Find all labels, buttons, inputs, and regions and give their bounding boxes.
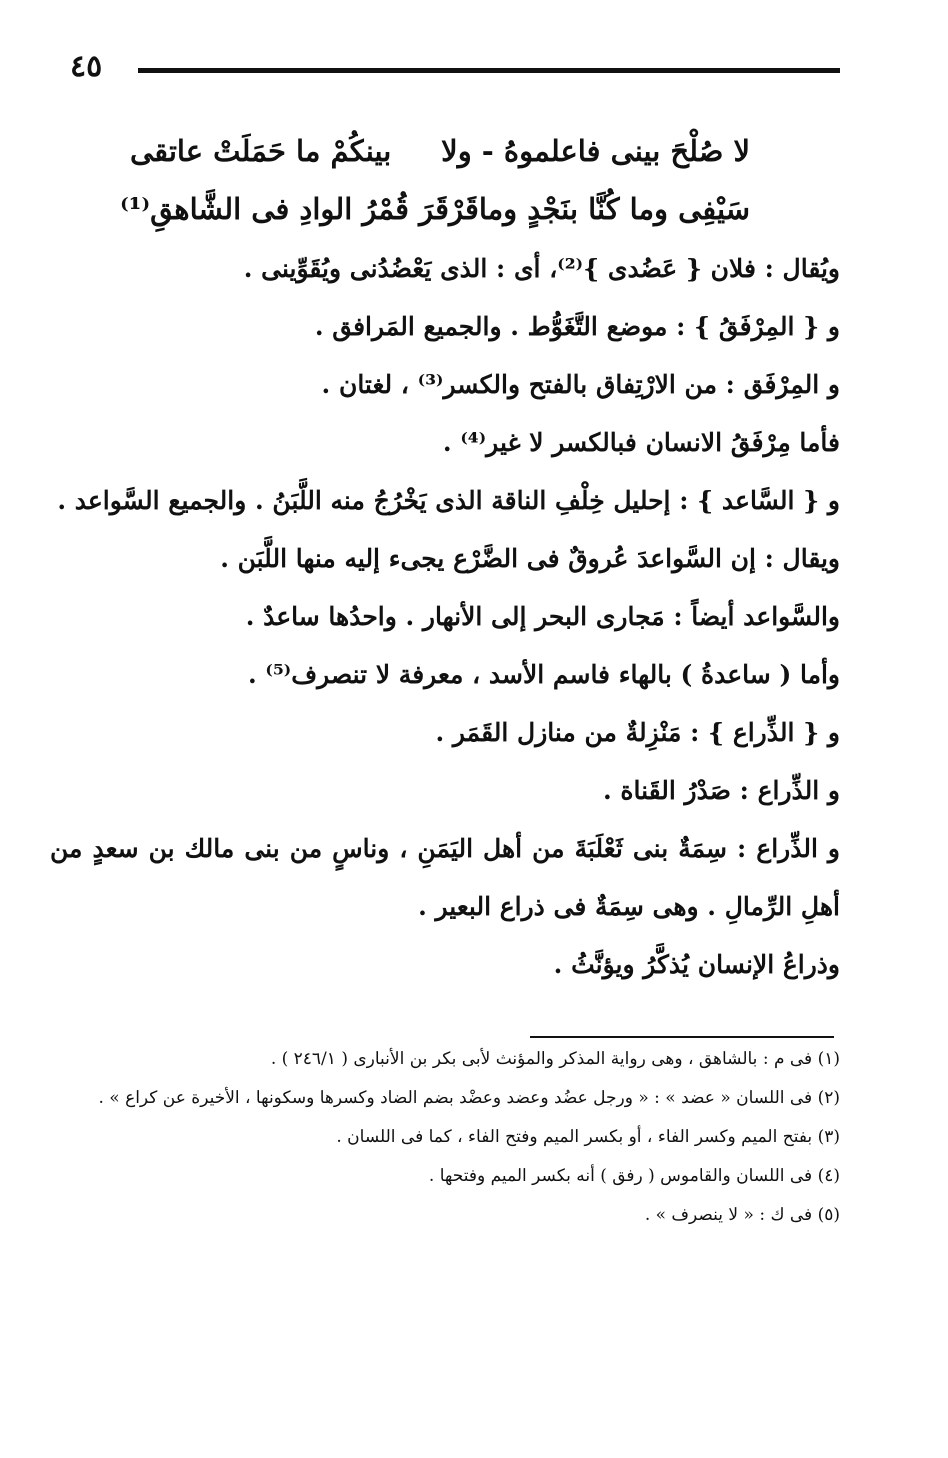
text-line: ويقال : إن السَّواعدَ عُروقٌ فى الضَّرْع يجىء إليه منها اللَّبَن . xyxy=(220,544,840,573)
footnote-rule xyxy=(530,1036,834,1038)
footnote: (٢) فى اللسان « عضد » : « ورجل عضُد وعضد وعضْد بضم الضاد وكسرها وسكونها ، الأخيرة عن كراع » . xyxy=(98,1088,840,1108)
footnote: (٥) فى ك : « لا ينصرف » . xyxy=(644,1205,840,1225)
text-line: ويُقال : فلان { عَضُدى }⁽²⁾، أى : الذى يَعْضُدُنى ويُقَوِّينى . xyxy=(243,254,840,283)
verse-first-hemistich: لا صُلْحَ بينى فاعلموهُ - ولا xyxy=(441,134,750,168)
text-line: و الذِّراع : صَدْرُ القَناة . xyxy=(602,776,840,805)
footnote: (١) فى م : بالشاهق ، وهى رواية المذكر والمؤنث لأبى بكر بن الأنبارى ( ٢٤٦/١ ) . xyxy=(270,1049,840,1069)
text-line: و المِرْفَق : من الارْتِفاق بالفتح والكسر⁽³⁾ ، لغتان . xyxy=(321,370,840,399)
text-line: والسَّواعد أيضاً : مَجارى البحر إلى الأنهار . واحدُها ساعدٌ . xyxy=(245,602,840,631)
text-line: وأما ( ساعدةُ ) بالهاء فاسم الأسد ، معرفة لا تنصرف⁽⁵⁾ . xyxy=(247,660,840,689)
verse xyxy=(120,180,750,238)
text-line: و { المِرْفَقُ } : موضع التَّغَوُّط . والجميع المَرافق . xyxy=(314,312,840,341)
footnotes xyxy=(50,1044,840,1239)
text-line: و { الذِّراع } : مَنْزِلةٌ من منازل القَمَر . xyxy=(435,718,840,747)
poem xyxy=(120,122,750,238)
body-text xyxy=(50,240,840,994)
text-line: و { السَّاعد } : إحليل خِلْفِ الناقة الذى يَخْرُجُ منه اللَّبَنُ . والجميع السَّواعد . xyxy=(57,486,840,515)
verse-second-hemistich: بينكُمْ ما حَمَلَتْ عاتقى xyxy=(130,134,392,168)
verse-first-hemistich: سَيْفِى وما كُنَّا بنَجْدٍ وما xyxy=(478,192,750,226)
verse-second-hemistich: قَرْقَرَ قُمْرُ الوادِ فى الشَّاهقِ⁽¹⁾ xyxy=(120,192,479,226)
text-line: فأما مِرْفَقُ الانسان فبالكسر لا غير⁽⁴⁾ . xyxy=(442,428,840,457)
footnote: (٣) بفتح الميم وكسر الفاء ، أو بكسر الميم وفتح الفاء ، كما فى اللسان . xyxy=(336,1127,840,1147)
text-line: وذراعُ الإنسان يُذكَّرُ ويؤنَّثُ . xyxy=(553,950,840,979)
text-line: و الذِّراع : سِمَةٌ بنى ثَعْلَبَةَ من أهل اليَمَنِ ، وناسٍ من بنى مالك بن سعدٍ من xyxy=(50,834,840,863)
footnote: (٤) فى اللسان والقاموس ( رفق ) أنه بكسر الميم وفتحها . xyxy=(428,1166,840,1186)
page-number: ٤٥ xyxy=(70,49,103,84)
verse xyxy=(130,122,750,180)
text-line: أهلِ الرِّمالِ . وهى سِمَةٌ فى ذراع البعير . xyxy=(418,892,840,921)
header-rule xyxy=(138,68,840,73)
